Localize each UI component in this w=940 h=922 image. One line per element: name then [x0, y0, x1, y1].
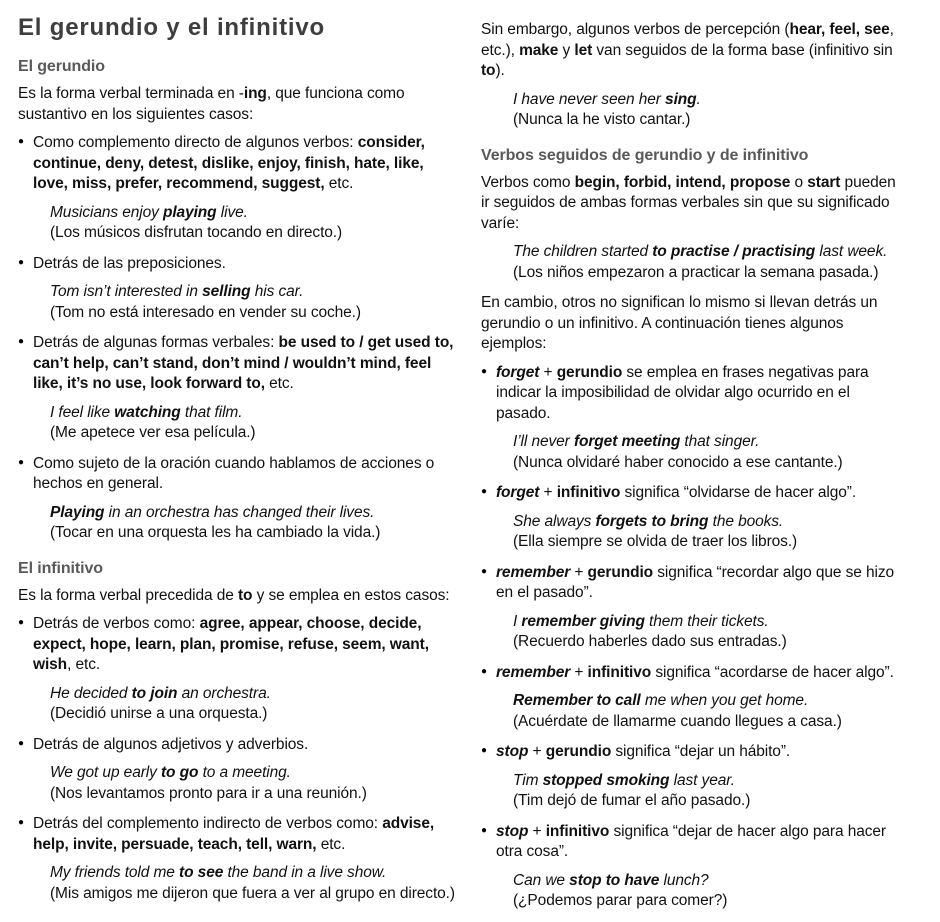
example-translation: (Mis amigos me dijeron que fuera a ver al grupo en directo.)	[50, 884, 455, 902]
bullet-item	[481, 663, 908, 684]
bullet-item	[481, 363, 908, 425]
example-translation: (Tom no está interesado en vender su coche.)	[50, 303, 361, 321]
text-run: Musicians enjoy	[50, 203, 163, 221]
bullet-text	[496, 743, 790, 760]
example-translation: (Tim dejó de fumar el año pasado.)	[513, 792, 751, 809]
text-run: We got up early	[50, 764, 161, 781]
bullet-icon: ●	[481, 486, 487, 497]
text-run: gerundio	[556, 363, 623, 381]
text-run: , etc.),	[481, 21, 894, 59]
text-run: begin, forbid, intend, propose	[574, 173, 791, 191]
bullet-text	[33, 455, 434, 493]
bullet-item	[18, 333, 455, 395]
text-run: I have never seen her	[513, 90, 666, 108]
example-block	[18, 403, 455, 444]
text-run: significa “recordar algo que se hizo en el pasado”.	[496, 563, 895, 601]
text-run: He decided	[50, 684, 132, 702]
text-run: stop	[496, 822, 529, 840]
text-run: etc.	[264, 375, 294, 392]
text-run: that film.	[180, 403, 243, 421]
text-run: sing	[665, 90, 697, 108]
text-run: infinitivo	[587, 663, 652, 681]
example-block	[481, 771, 908, 812]
bullet-item	[481, 563, 908, 604]
example-english	[513, 771, 908, 792]
bullet-icon: ●	[18, 817, 24, 828]
example-translation: (Decidió unirse a una orquesta.)	[50, 705, 268, 722]
text-run: remember giving	[521, 612, 645, 630]
text-run: Remember to call	[513, 692, 641, 709]
bullet-text	[496, 484, 856, 501]
example-block	[481, 612, 908, 653]
bullet-icon: ●	[18, 456, 24, 468]
paragraph	[481, 20, 908, 82]
bullet-item	[18, 735, 455, 756]
bullet-text	[496, 564, 894, 602]
example-english	[513, 512, 908, 533]
text-run: forget	[496, 363, 540, 381]
bullet-item	[18, 614, 455, 676]
text-run: Tom isn’t interested in	[50, 283, 203, 300]
text-run: stop	[496, 743, 529, 760]
example-translation: (Ella siempre se olvida de traer los libros.)	[513, 533, 798, 550]
text-run: selling	[202, 283, 251, 300]
text-run: +	[528, 822, 546, 840]
example-block	[18, 684, 455, 725]
example-block	[481, 242, 908, 283]
text-run: to join	[131, 684, 178, 702]
text-run: Como complemento directo de algunos verbos:	[33, 134, 358, 151]
text-run: y se emplea en estos casos:	[252, 586, 450, 604]
text-run: an orchestra.	[177, 684, 271, 702]
bullet-icon: ●	[18, 256, 24, 268]
text-run: stopped smoking	[542, 771, 670, 789]
example-block	[18, 863, 455, 904]
text-run: let	[574, 41, 593, 59]
text-run: etc.	[316, 835, 346, 853]
paragraph	[18, 586, 455, 607]
text-run: Detrás de verbos como:	[33, 615, 200, 632]
text-run: start	[807, 173, 841, 191]
text-run: in an orchestra has changed their lives.	[104, 503, 375, 521]
example-block	[18, 203, 455, 244]
left-column	[18, 14, 455, 922]
text-run: I	[513, 612, 522, 630]
bullet-text	[496, 364, 869, 422]
text-run: She always	[513, 512, 596, 530]
bullet-text	[33, 134, 425, 192]
text-run: forget	[496, 484, 540, 501]
text-run: +	[539, 484, 557, 501]
text-run: forgets to bring	[595, 512, 709, 530]
example-block	[18, 763, 455, 804]
example-english	[513, 871, 908, 892]
text-run: The children started	[513, 243, 653, 260]
bullet-icon: ●	[18, 136, 24, 147]
text-run: to see	[179, 864, 224, 881]
section-heading: Verbos seguidos de gerundio y de infinitivo	[481, 146, 809, 164]
page-title: El gerundio y el infinitivo	[18, 14, 325, 41]
example-english	[50, 403, 455, 424]
text-run: be used to / get used to, can’t help, can’t stand, don’t mind / wouldn’t mind, feel like, it’s no use, look forward to,	[33, 334, 454, 392]
example-translation: (Me apetece ver esa película.)	[50, 424, 256, 441]
example-translation: (¿Podemos parar para comer?)	[513, 892, 728, 909]
example-translation: (Nos levantamos pronto para ir a una reunión.)	[50, 784, 367, 802]
text-run: Playing	[50, 503, 105, 521]
example-translation: (Los niños empezaron a practicar la semana pasada.)	[513, 263, 879, 281]
text-run: that singer.	[680, 433, 760, 450]
bullet-icon: ●	[481, 824, 487, 836]
text-run: Tim	[513, 771, 543, 789]
bullet-text	[33, 255, 226, 272]
example-english	[513, 242, 908, 263]
example-english	[50, 203, 455, 224]
text-run: stop to have	[569, 871, 660, 889]
bullet-item	[18, 254, 455, 275]
example-english	[50, 684, 455, 705]
text-run: live.	[216, 203, 248, 221]
bullet-text	[496, 823, 886, 861]
text-run: ing	[243, 85, 267, 102]
text-run: +	[539, 363, 557, 381]
text-run: Detrás de algunas formas verbales:	[33, 334, 279, 351]
text-run: me when you get home.	[640, 692, 809, 709]
text-run: ).	[495, 62, 505, 79]
paragraph	[481, 173, 908, 235]
bullet-icon: ●	[18, 617, 24, 628]
example-block	[481, 871, 908, 912]
bullet-item	[18, 814, 455, 855]
text-run: to practise / practising	[652, 243, 816, 260]
example-block	[481, 432, 908, 473]
text-run: , que funciona como sustantivo en los siguientes casos:	[18, 85, 405, 123]
text-run: +	[570, 663, 588, 681]
example-english	[50, 763, 455, 784]
example-block	[481, 512, 908, 553]
text-run: agree, appear, choose, decide, expect, hope, learn, plan, promise, refuse, seem, want, wish	[33, 615, 429, 673]
text-run: to	[481, 62, 496, 79]
bullet-text	[496, 664, 894, 681]
text-run: o	[790, 173, 808, 191]
text-run: I’ll never	[513, 433, 574, 450]
bullet-text	[33, 334, 453, 392]
text-run: to	[237, 586, 253, 604]
text-run: last year.	[669, 771, 735, 789]
text-run: his car.	[250, 283, 304, 300]
text-run: lunch?	[659, 871, 709, 889]
text-run: significa “dejar de hacer algo para hacer otra cosa”.	[496, 822, 886, 860]
text-run: to a meeting.	[198, 764, 291, 781]
bullet-text	[33, 615, 429, 673]
text-run: , etc.	[67, 656, 101, 673]
text-run: infinitivo	[556, 484, 621, 501]
text-run: se emplea en frases negativas para indicar la imposibilidad de olvidar algo ocurrido en el pasado.	[496, 363, 869, 422]
text-run: Como sujeto de la oración cuando hablamos de acciones o hechos en general.	[33, 454, 435, 492]
text-run: them their tickets.	[644, 612, 769, 630]
example-translation: (Acuérdate de llamarme cuando llegues a casa.)	[513, 712, 842, 730]
example-translation: (Recuerdo haberles dado sus entradas.)	[513, 633, 787, 650]
text-run: .	[696, 90, 701, 108]
text-run: watching	[114, 403, 181, 421]
text-run: the band in a live show.	[223, 864, 387, 881]
paragraph	[18, 84, 455, 125]
text-run: Can we	[513, 871, 570, 889]
text-run: Detrás de las preposiciones.	[33, 254, 226, 272]
text-run: remember	[496, 663, 571, 681]
text-run: consider, continue, deny, detest, dislike, enjoy, finish, hate, like, love, miss, prefer, recommend, suggest,	[33, 134, 425, 192]
text-run: infinitivo	[545, 822, 610, 840]
text-run: forget meeting	[573, 433, 681, 450]
bullet-icon: ●	[18, 737, 24, 749]
text-run: gerundio	[587, 563, 654, 581]
text-run: My friends told me	[50, 864, 180, 881]
text-run: +	[528, 743, 546, 760]
text-run: to go	[160, 764, 199, 781]
bullet-icon: ●	[481, 665, 487, 677]
text-run: Detrás de algunos adjetivos y adverbios.	[33, 735, 309, 753]
bullet-item	[481, 822, 908, 863]
example-block	[481, 90, 908, 131]
text-run: significa “olvidarse de hacer algo”.	[620, 484, 857, 501]
bullet-item	[18, 133, 455, 195]
section-heading: El infinitivo	[18, 559, 103, 577]
text-run: Sin embargo, algunos verbos de percepción (	[481, 21, 790, 38]
example-english	[50, 503, 455, 524]
bullet-text	[33, 736, 308, 753]
right-column	[481, 14, 908, 922]
text-run: remember	[496, 563, 571, 581]
text-run: make	[519, 41, 559, 59]
text-run: last week.	[815, 243, 888, 260]
bullet-icon: ●	[481, 565, 487, 577]
example-english	[513, 432, 908, 453]
example-english	[50, 282, 455, 303]
example-translation: (Los músicos disfrutan tocando en directo.)	[50, 224, 343, 241]
text-run: the books.	[708, 512, 784, 530]
example-block	[18, 503, 455, 544]
text-run: etc.	[324, 175, 354, 192]
text-run: significa “dejar un hábito”.	[611, 743, 791, 760]
bullet-item	[18, 454, 455, 495]
text-run: Es la forma verbal terminada en -	[18, 85, 244, 102]
paragraph	[481, 293, 908, 355]
text-run: Verbos como	[481, 173, 575, 191]
text-run: playing	[162, 203, 217, 221]
bullet-item	[481, 742, 908, 763]
text-run: Es la forma verbal precedida de	[18, 586, 238, 604]
example-translation: (Tocar en una orquesta les ha cambiado la vida.)	[50, 524, 381, 541]
text-run: +	[570, 563, 588, 581]
example-english	[513, 691, 908, 712]
bullet-icon: ●	[481, 745, 487, 756]
bullet-text	[33, 815, 434, 853]
text-run: I feel like	[50, 403, 115, 421]
text-run: hear, feel, see	[789, 21, 890, 38]
section-heading: El gerundio	[18, 58, 105, 75]
text-run: gerundio	[545, 743, 612, 760]
example-block	[18, 282, 455, 323]
example-block	[481, 691, 908, 732]
example-english	[513, 90, 908, 111]
bullet-icon: ●	[481, 365, 487, 377]
text-run: pueden ir seguidos de ambas formas verbales sin que su significado varíe:	[481, 173, 896, 232]
example-english	[513, 612, 908, 633]
example-english	[50, 863, 455, 884]
bullet-item	[481, 483, 908, 504]
text-run: En cambio, otros no significan lo mismo si llevan detrás un gerundio o un infinitivo. A continuación tienes algunos ejemplos:	[481, 294, 878, 352]
text-run: advise, help, invite, persuade, teach, tell, warn,	[33, 815, 435, 853]
example-translation: (Nunca la he visto cantar.)	[513, 111, 691, 128]
text-run: significa “acordarse de hacer algo”.	[651, 663, 894, 681]
text-run: Detrás del complemento indirecto de verbos como:	[33, 815, 383, 832]
bullet-icon: ●	[18, 336, 24, 347]
text-run: y	[558, 41, 575, 59]
example-translation: (Nunca olvidaré haber conocido a ese cantante.)	[513, 453, 843, 471]
text-run: van seguidos de la forma base (infinitivo sin	[592, 41, 893, 59]
